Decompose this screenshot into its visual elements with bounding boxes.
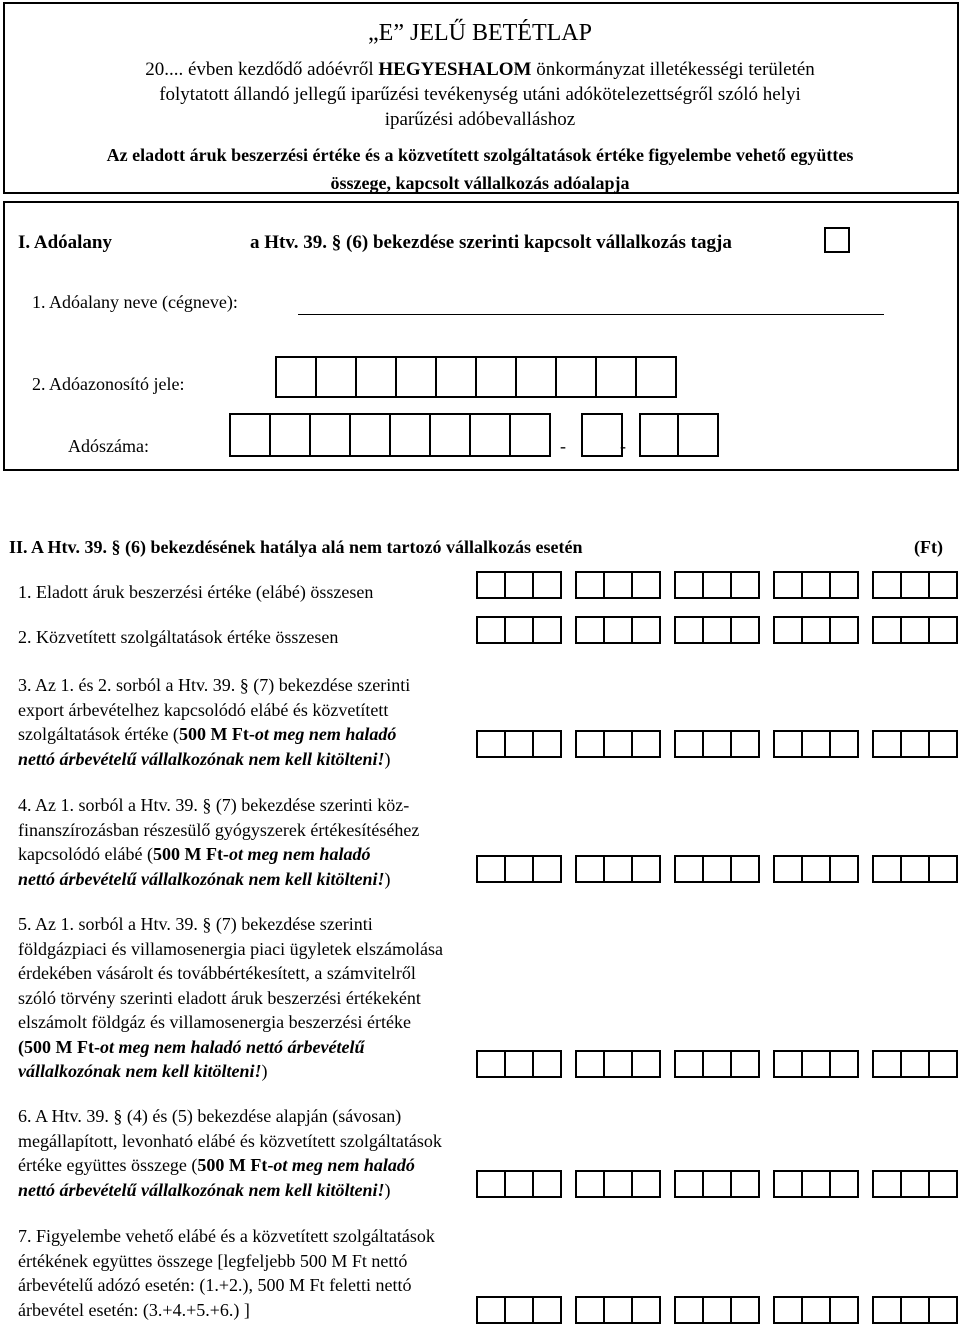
amount-digit-cell[interactable]	[872, 855, 902, 883]
tax-number-digit-cell[interactable]	[389, 413, 431, 457]
amount-digit-cell[interactable]	[801, 1050, 831, 1078]
tax-number-digit-cell[interactable]	[581, 413, 623, 457]
row-3-label	[18, 673, 538, 771]
amount-digit-cell[interactable]	[928, 571, 958, 599]
amount-digit-cell[interactable]	[900, 1170, 930, 1198]
amount-digit-cell[interactable]	[575, 730, 605, 758]
amount-digit-cell[interactable]	[476, 730, 506, 758]
amount-digit-cell[interactable]	[730, 1296, 760, 1324]
tax-number-digit-cell[interactable]	[639, 413, 681, 457]
row-4-line-4-text: nettó árbevételű vállalkozónak nem kell kitölteni!	[18, 868, 385, 889]
amount-digit-cell[interactable]	[801, 616, 831, 644]
amount-digit-cell[interactable]	[773, 616, 803, 644]
row-6-line-3-c: ot meg nem haladó	[273, 1155, 415, 1175]
amount-digit-cell[interactable]	[829, 730, 859, 758]
header-subtitle-2: összege, kapcsolt vállalkozás adóalapja	[330, 173, 630, 193]
tax-id-digit-cell[interactable]	[355, 356, 397, 398]
amount-digit-cell[interactable]	[476, 1296, 506, 1324]
amount-digit-cell[interactable]	[532, 1050, 562, 1078]
row-4-line-3	[18, 842, 538, 867]
tax-number-dash-1: -	[560, 436, 566, 456]
amount-digit-cell[interactable]	[872, 1296, 902, 1324]
amount-digit-cell[interactable]	[928, 616, 958, 644]
amount-digit-cell[interactable]	[532, 855, 562, 883]
amount-digit-cell[interactable]	[575, 1296, 605, 1324]
amount-digit-cell[interactable]	[702, 855, 732, 883]
row-5-line-4: szóló törvény szerinti eladott áruk beszerzési értékeként	[18, 987, 421, 1008]
row-3-line-4-end: )	[384, 748, 391, 769]
amount-digit-cell[interactable]	[631, 855, 661, 883]
amount-digit-cell[interactable]	[900, 616, 930, 644]
amount-digit-cell[interactable]	[476, 571, 506, 599]
amount-digit-cell[interactable]	[872, 1050, 902, 1078]
amount-digit-cell[interactable]	[575, 1050, 605, 1078]
amount-digit-cell[interactable]	[773, 571, 803, 599]
header-line-1-suffix: önkormányzat illetékességi területén	[531, 59, 815, 80]
amount-digit-cell[interactable]	[928, 1296, 958, 1324]
amount-digit-cell[interactable]	[476, 855, 506, 883]
tax-id-digit-cell[interactable]	[595, 356, 637, 398]
section-1-heading: I. Adóalany	[18, 232, 112, 253]
row-2-label: 2. Közvetített szolgáltatások értéke összesen	[18, 627, 339, 647]
amount-digit-cell[interactable]	[674, 1170, 704, 1198]
amount-digit-cell[interactable]	[631, 616, 661, 644]
row-7-line-2: értékének együttes összege [legfeljebb 500 M Ft nettó	[18, 1250, 408, 1271]
amount-digit-cell[interactable]	[476, 1170, 506, 1198]
row-6-line-2: megállapított, levonható elábé és közvetített szolgáltatások	[18, 1130, 442, 1151]
tax-id-digit-cell[interactable]	[315, 356, 357, 398]
tax-number-digit-cell[interactable]	[309, 413, 351, 457]
amount-digit-cell[interactable]	[603, 571, 633, 599]
amount-digit-cell[interactable]	[900, 730, 930, 758]
tax-id-digit-cell[interactable]	[555, 356, 597, 398]
amount-digit-cell[interactable]	[603, 616, 633, 644]
amount-digit-cell[interactable]	[773, 855, 803, 883]
amount-digit-cell[interactable]	[702, 1296, 732, 1324]
amount-digit-cell[interactable]	[928, 1050, 958, 1078]
amount-digit-cell[interactable]	[928, 730, 958, 758]
amount-digit-cell[interactable]	[773, 1296, 803, 1324]
amount-digit-cell[interactable]	[532, 571, 562, 599]
amount-digit-cell[interactable]	[702, 730, 732, 758]
taxpayer-name-label: 1. Adóalany neve (cégneve):	[32, 292, 238, 312]
amount-digit-cell[interactable]	[603, 855, 633, 883]
amount-digit-cell[interactable]	[504, 616, 534, 644]
tax-number-digit-cell[interactable]	[469, 413, 511, 457]
row-6-line-4-text: nettó árbevételű vállalkozónak nem kell kitölteni!	[18, 1179, 385, 1200]
tax-id-digit-cell[interactable]	[515, 356, 557, 398]
row-3-line-3-c: ot meg nem haladó	[254, 724, 397, 744]
amount-digit-cell[interactable]	[702, 616, 732, 644]
row-4-line-3-b: 500 M Ft-	[152, 844, 229, 864]
amount-digit-cell[interactable]	[773, 1050, 803, 1078]
amount-digit-cell[interactable]	[829, 855, 859, 883]
row-5-line-3: érdekében vásárolt és továbbértékesített, a számvitelről	[18, 963, 416, 983]
row-4-line-1: 4. Az 1. sorból a Htv. 39. § (7) bekezdése szerinti köz-	[18, 795, 410, 815]
amount-digit-cell[interactable]	[674, 1296, 704, 1324]
amount-digit-cell[interactable]	[928, 1170, 958, 1198]
municipality-name: HEGYESHALOM	[378, 59, 532, 80]
row-3-line-3-b: 500 M Ft-	[178, 724, 255, 744]
related-company-checkbox[interactable]	[824, 227, 850, 253]
amount-digit-cell[interactable]	[801, 1296, 831, 1324]
amount-digit-cell[interactable]	[730, 571, 760, 599]
row-3-line-2: export árbevételhez kapcsolódó elábé és közvetített	[18, 699, 389, 720]
header-subtitle-1: Az eladott áruk beszerzési értéke és a közvetített szolgáltatások értéke figyelembe vehető együttes	[106, 145, 854, 165]
row-3-line-1: 3. Az 1. és 2. sorból a Htv. 39. § (7) bekezdése szerinti	[18, 675, 411, 695]
amount-digit-cell[interactable]	[674, 616, 704, 644]
amount-digit-cell[interactable]	[829, 1170, 859, 1198]
row-5-line-2: földgázpiaci és villamosenergia piaci ügyletek elszámolása	[18, 938, 444, 959]
row-5-line-7-text: vállalkozónak nem kell kitölteni!	[18, 1061, 262, 1081]
amount-digit-cell[interactable]	[730, 1050, 760, 1078]
amount-digit-cell[interactable]	[631, 1050, 661, 1078]
amount-digit-cell[interactable]	[900, 571, 930, 599]
taxpayer-name-field[interactable]	[298, 314, 884, 315]
row-1-label: 1. Eladott áruk beszerzési értéke (elábé) összesen	[18, 582, 374, 602]
amount-digit-cell[interactable]	[829, 1296, 859, 1324]
tax-number-label: Adószáma:	[68, 436, 149, 456]
section-1-heading-right: a Htv. 39. § (6) bekezdése szerinti kapcsolt vállalkozás tagja	[250, 232, 732, 253]
row-4-label	[18, 793, 538, 891]
row-5-line-6-a: (500 M Ft-	[18, 1036, 100, 1057]
amount-digit-cell[interactable]	[900, 855, 930, 883]
tax-id-digit-cell[interactable]	[435, 356, 477, 398]
amount-digit-cell[interactable]	[801, 855, 831, 883]
amount-digit-cell[interactable]	[730, 1170, 760, 1198]
amount-digit-cell[interactable]	[476, 1050, 506, 1078]
amount-digit-cell[interactable]	[504, 1170, 534, 1198]
amount-digit-cell[interactable]	[575, 855, 605, 883]
amount-digit-cell[interactable]	[476, 616, 506, 644]
amount-digit-cell[interactable]	[631, 730, 661, 758]
amount-digit-cell[interactable]	[674, 1050, 704, 1078]
amount-digit-cell[interactable]	[603, 1296, 633, 1324]
amount-digit-cell[interactable]	[829, 616, 859, 644]
tax-number-cells[interactable]	[229, 413, 719, 457]
amount-digit-cell[interactable]	[504, 730, 534, 758]
amount-digit-cell[interactable]	[674, 571, 704, 599]
amount-digit-cell[interactable]	[928, 855, 958, 883]
amount-digit-cell[interactable]	[603, 1050, 633, 1078]
amount-digit-cell[interactable]	[872, 730, 902, 758]
row-6-line-4-end: )	[384, 1179, 391, 1200]
amount-digit-cell[interactable]	[872, 1170, 902, 1198]
amount-digit-cell[interactable]	[603, 730, 633, 758]
row-3-line-3-a: szolgáltatások értéke (	[18, 724, 179, 744]
tax-id-label: 2. Adóazonosító jele:	[32, 374, 185, 394]
page-title: „E” JELŰ BETÉTLAP	[368, 20, 592, 46]
amount-digit-cell[interactable]	[504, 1050, 534, 1078]
amount-digit-cell[interactable]	[631, 1170, 661, 1198]
tax-id-digit-cell[interactable]	[275, 356, 317, 398]
tax-id-cells[interactable]	[275, 356, 677, 398]
amount-digit-cell[interactable]	[801, 730, 831, 758]
amount-digit-cell[interactable]	[631, 1296, 661, 1324]
amount-digit-cell[interactable]	[504, 571, 534, 599]
tax-number-digit-cell[interactable]	[509, 413, 551, 457]
amount-digit-cell[interactable]	[801, 1170, 831, 1198]
amount-digit-cell[interactable]	[532, 730, 562, 758]
amount-digit-cell[interactable]	[730, 616, 760, 644]
tax-id-digit-cell[interactable]	[395, 356, 437, 398]
amount-digit-cell[interactable]	[801, 571, 831, 599]
amount-digit-cell[interactable]	[829, 571, 859, 599]
amount-digit-cell[interactable]	[603, 1170, 633, 1198]
row-5-line-1: 5. Az 1. sorból a Htv. 39. § (7) bekezdése szerinti	[18, 914, 373, 934]
amount-digit-cell[interactable]	[532, 616, 562, 644]
row-4-line-4-end: )	[384, 868, 391, 889]
amount-digit-cell[interactable]	[504, 1296, 534, 1324]
amount-digit-cell[interactable]	[702, 571, 732, 599]
amount-digit-cell[interactable]	[900, 1296, 930, 1324]
row-3-line-4-text: nettó árbevételű vállalkozónak nem kell kitölteni!	[18, 748, 385, 769]
row-7-line-1: 7. Figyelembe vehető elábé és a közvetített szolgáltatások	[18, 1226, 435, 1246]
row-4-line-2: finanszírozásban részesülő gyógyszerek értékesítéséhez	[18, 819, 420, 840]
amount-digit-cell[interactable]	[575, 571, 605, 599]
amount-digit-cell[interactable]	[702, 1050, 732, 1078]
header-line-1-prefix: 20.... évben kezdődő adóévről	[145, 59, 379, 80]
row-6-line-1: 6. A Htv. 39. § (4) és (5) bekezdése alapján (sávosan)	[18, 1106, 402, 1126]
row-6-line-3-a: értéke együttes összege (	[18, 1155, 198, 1175]
amount-digit-cell[interactable]	[829, 1050, 859, 1078]
amount-digit-cell[interactable]	[730, 730, 760, 758]
row-4-line-3-c: ot meg nem haladó	[228, 844, 371, 864]
row-3-line-4	[18, 747, 538, 772]
amount-digit-cell[interactable]	[872, 571, 902, 599]
header-line-2: folytatott állandó jellegű iparűzési tevékenység utáni adókötelezettségről szóló helyi	[159, 84, 801, 105]
tax-number-digit-cell[interactable]	[429, 413, 471, 457]
row-7-line-3: árbevételű adózó esetén: (1.+2.), 500 M Ft feletti nettó	[18, 1275, 412, 1295]
amount-digit-cell[interactable]	[730, 855, 760, 883]
amount-digit-cell[interactable]	[575, 616, 605, 644]
amount-digit-cell[interactable]	[872, 616, 902, 644]
amount-digit-cell[interactable]	[504, 855, 534, 883]
tax-number-digit-cell[interactable]	[677, 413, 719, 457]
tax-number-digit-cell[interactable]	[349, 413, 391, 457]
amount-digit-cell[interactable]	[532, 1170, 562, 1198]
row-4-line-4	[18, 867, 538, 892]
amount-digit-cell[interactable]	[702, 1170, 732, 1198]
row-4-line-3-a: kapcsolódó elábé (	[18, 844, 153, 864]
tax-id-digit-cell[interactable]	[635, 356, 677, 398]
row-6-line-3-b: 500 M Ft-	[197, 1155, 274, 1175]
amount-digit-cell[interactable]	[575, 1170, 605, 1198]
row-5-line-6-b: ot meg nem haladó nettó árbevételű	[99, 1036, 365, 1057]
section-2-heading: II. A Htv. 39. § (6) bekezdésének hatálya alá nem tartozó vállalkozás esetén	[9, 537, 583, 557]
header-line-1	[0, 59, 960, 81]
amount-digit-cell[interactable]	[900, 1050, 930, 1078]
currency-unit: (Ft)	[914, 537, 943, 557]
amount-digit-cell[interactable]	[631, 571, 661, 599]
amount-digit-cell[interactable]	[773, 1170, 803, 1198]
tax-number-digit-cell[interactable]	[269, 413, 311, 457]
row-3-line-3	[18, 722, 538, 747]
tax-number-digit-cell[interactable]	[229, 413, 271, 457]
amount-digit-cell[interactable]	[532, 1296, 562, 1324]
header-line-3: iparűzési adóbevalláshoz	[384, 109, 576, 130]
amount-digit-cell[interactable]	[674, 730, 704, 758]
amount-digit-cell[interactable]	[773, 730, 803, 758]
amount-digit-cell[interactable]	[674, 855, 704, 883]
row-7-line-4: árbevétel esetén: (3.+4.+5.+6.) ]	[18, 1299, 250, 1320]
tax-id-digit-cell[interactable]	[475, 356, 517, 398]
row-5-line-7-end: )	[261, 1061, 268, 1081]
row-5-line-5: elszámolt földgáz és villamosenergia beszerzési értéke	[18, 1012, 411, 1032]
tax-number-dash-2: -	[620, 436, 626, 456]
